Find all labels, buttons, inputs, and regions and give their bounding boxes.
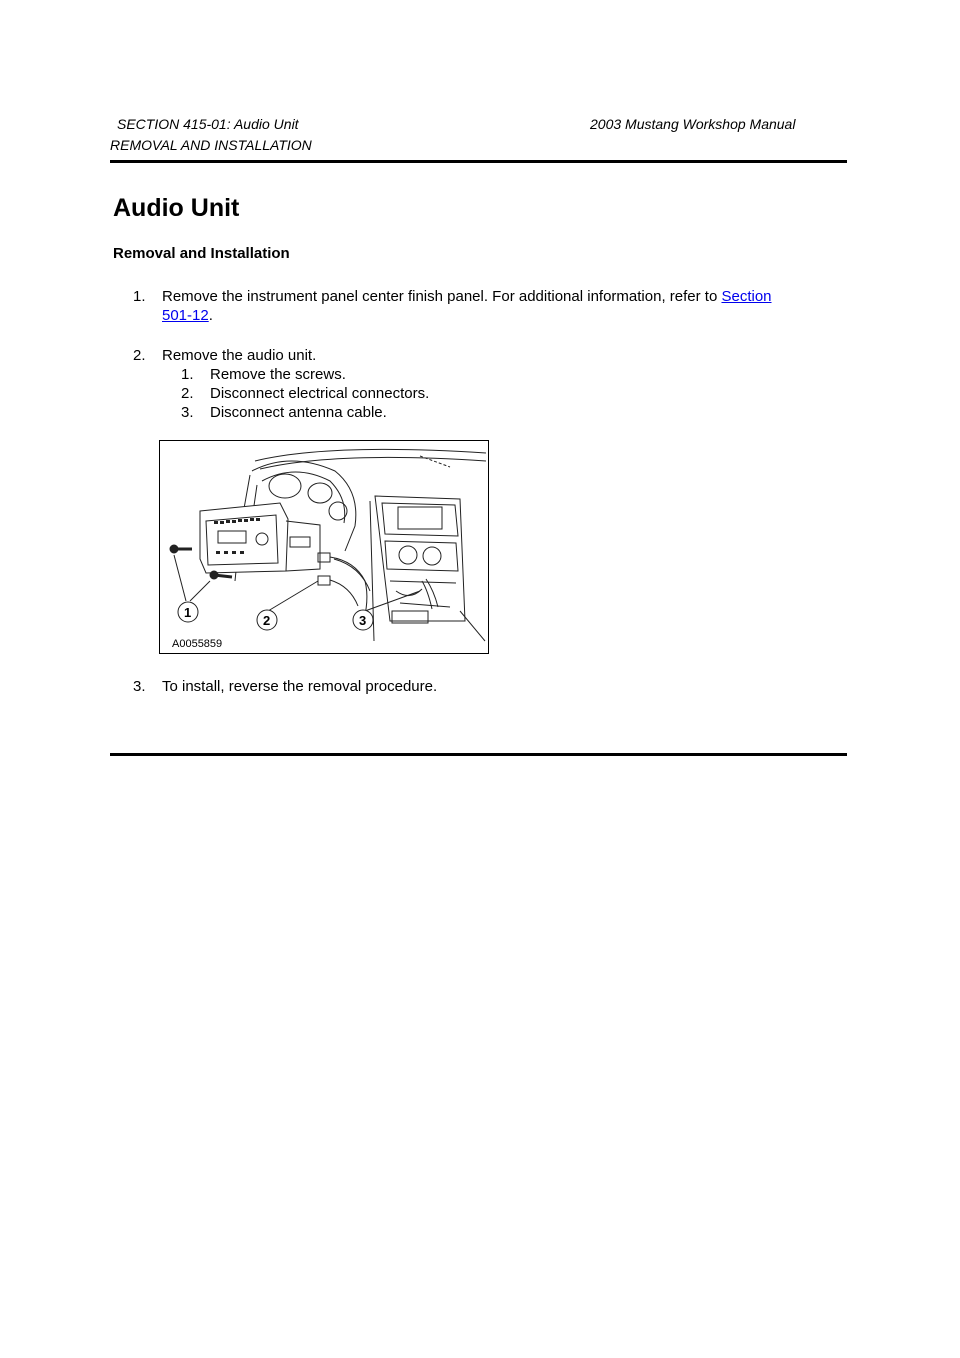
- footer-divider: [110, 753, 847, 756]
- header-manual-title: 2003 Mustang Workshop Manual: [590, 116, 796, 132]
- section-subtitle: Removal and Installation: [113, 245, 290, 262]
- step-1-suffix: .: [208, 307, 213, 324]
- page-title: Audio Unit: [113, 194, 240, 222]
- callout-3: 3: [359, 613, 367, 628]
- substep-1-text: Remove the screws.: [210, 366, 346, 383]
- substep-3-text: Disconnect antenna cable.: [210, 404, 387, 421]
- step-1-number: 1.: [133, 288, 146, 305]
- step-2-number: 2.: [133, 347, 146, 364]
- step-3-text: To install, reverse the removal procedure.: [162, 678, 438, 695]
- callout-2: 2: [263, 613, 271, 628]
- header-divider: [110, 160, 847, 163]
- callout-1: 1: [184, 605, 192, 620]
- step-2: [133, 346, 833, 426]
- substep-1-number: 1.: [181, 366, 194, 383]
- substep-2-text: Disconnect electrical connectors.: [210, 385, 430, 402]
- substep-2-number: 2.: [181, 385, 194, 402]
- header-subtitle: REMOVAL AND INSTALLATION: [110, 137, 312, 153]
- section-link[interactable]: Section: [721, 288, 772, 305]
- audio-unit-illustration: [159, 440, 489, 654]
- step-3-number: 3.: [133, 678, 146, 695]
- substep-3-number: 3.: [181, 404, 194, 421]
- header-section-title: SECTION 415-01: Audio Unit: [117, 116, 299, 132]
- step-2-text: Remove the audio unit.: [162, 347, 317, 364]
- section-link-number[interactable]: 501-12: [162, 307, 209, 324]
- figure-id: A0055859: [172, 638, 223, 650]
- step-1-text: Remove the instrument panel center finish panel. For additional information, refer to: [162, 288, 718, 305]
